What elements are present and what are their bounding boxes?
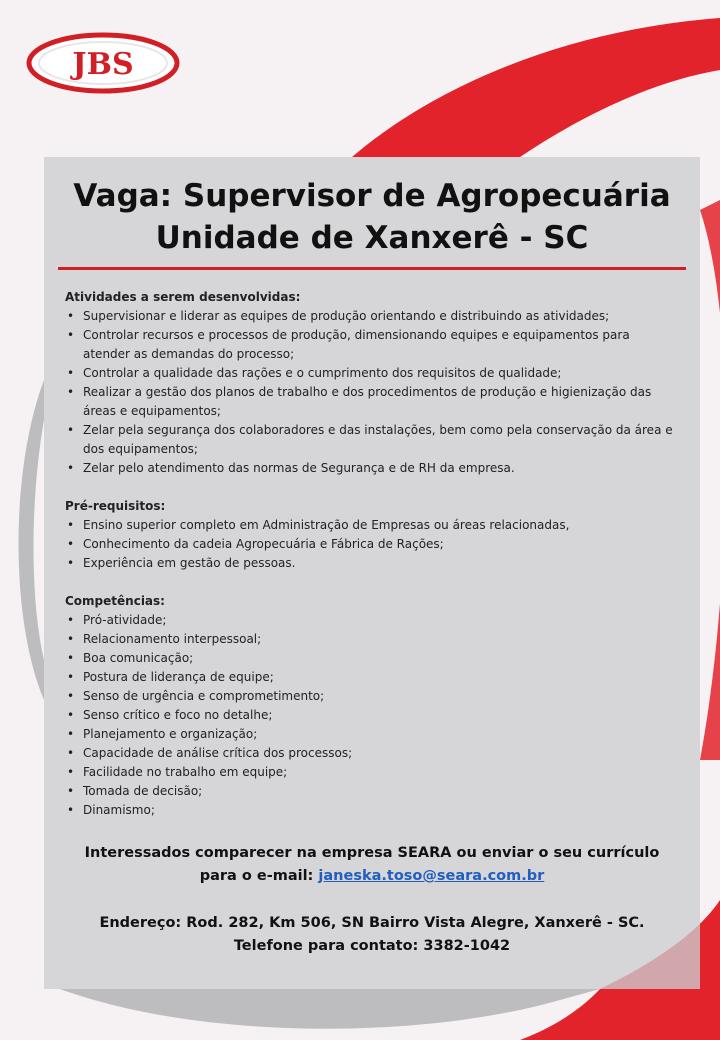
- requirements-list: [65, 516, 674, 573]
- email-prefix: para o e-mail:: [199, 868, 314, 884]
- title-line-2: Unidade de Xanxerê - SC: [155, 220, 589, 256]
- red-swoosh-top: [352, 18, 720, 157]
- list-item: • Boa comunicação;: [65, 649, 674, 668]
- spacer: [58, 888, 686, 912]
- svg-text:JBS: JBS: [72, 47, 134, 82]
- competencies-heading: Competências:: [65, 594, 165, 608]
- phone-line: Telefone para contato: 3382-1042: [233, 938, 511, 954]
- address-line: Endereço: Rod. 282, Km 506, SN Bairro Vista Alegre, Xanxerê - SC.: [99, 915, 645, 931]
- title-line-1: Vaga: Supervisor de Agropecuária: [73, 178, 671, 214]
- activities-section: [65, 288, 674, 478]
- job-content: [44, 270, 700, 820]
- gray-swoosh-left: [19, 380, 45, 700]
- job-posting-card: [44, 157, 700, 989]
- contact-line-1: Interessados comparecer na empresa SEARA ou enviar o seu currículo: [84, 845, 660, 861]
- list-item: • Controlar recursos e processos de produção, dimensionando equipes e equipamentos para atender as demandas do processo;: [65, 326, 674, 364]
- list-item: • Controlar a qualidade das rações e o cumprimento dos requisitos de qualidade;: [65, 364, 674, 383]
- competencies-list: [65, 611, 674, 820]
- list-item: • Postura de liderança de equipe;: [65, 668, 674, 687]
- list-item: • Dinamismo;: [65, 801, 674, 820]
- gray-swoosh-bottom: [60, 989, 600, 1029]
- red-swoosh-right: [700, 200, 720, 760]
- email-link[interactable]: janeska.toso@seara.com.br: [318, 868, 545, 884]
- list-item: • Experiência em gestão de pessoas.: [65, 554, 674, 573]
- list-item: • Relacionamento interpessoal;: [65, 630, 674, 649]
- requirements-section: [65, 497, 674, 573]
- list-item: • Ensino superior completo em Administração de Empresas ou áreas relacionadas,: [65, 516, 674, 535]
- list-item: • Tomada de decisão;: [65, 782, 674, 801]
- jbs-logo: [26, 32, 180, 94]
- list-item: • Zelar pela segurança dos colaboradores e das instalações, bem como pela conservação da área e dos equipamentos;: [65, 421, 674, 459]
- list-item: • Planejamento e organização;: [65, 725, 674, 744]
- requirements-heading: Pré-requisitos:: [65, 499, 166, 513]
- list-item: • Facilidade no trabalho em equipe;: [65, 763, 674, 782]
- activities-heading: Atividades a serem desenvolvidas:: [65, 290, 301, 304]
- list-item: • Realizar a gestão dos planos de trabalho e dos procedimentos de produção e higienização das áreas e equipamentos;: [65, 383, 674, 421]
- list-item: • Senso de urgência e comprometimento;: [65, 687, 674, 706]
- contact-email-line: [58, 865, 686, 888]
- list-item: • Conhecimento da cadeia Agropecuária e Fábrica de Rações;: [65, 535, 674, 554]
- list-item: • Zelar pelo atendimento das normas de Segurança e de RH da empresa.: [65, 459, 674, 478]
- competencies-section: [65, 592, 674, 820]
- list-item: • Supervisionar e liderar as equipes de produção orientando e distribuindo as atividades;: [65, 307, 674, 326]
- activities-list: [65, 307, 674, 478]
- contact-block: [44, 842, 700, 958]
- page-title: [44, 175, 700, 259]
- list-item: • Capacidade de análise crítica dos processos;: [65, 744, 674, 763]
- list-item: • Senso crítico e foco no detalhe;: [65, 706, 674, 725]
- list-item: • Pró-atividade;: [65, 611, 674, 630]
